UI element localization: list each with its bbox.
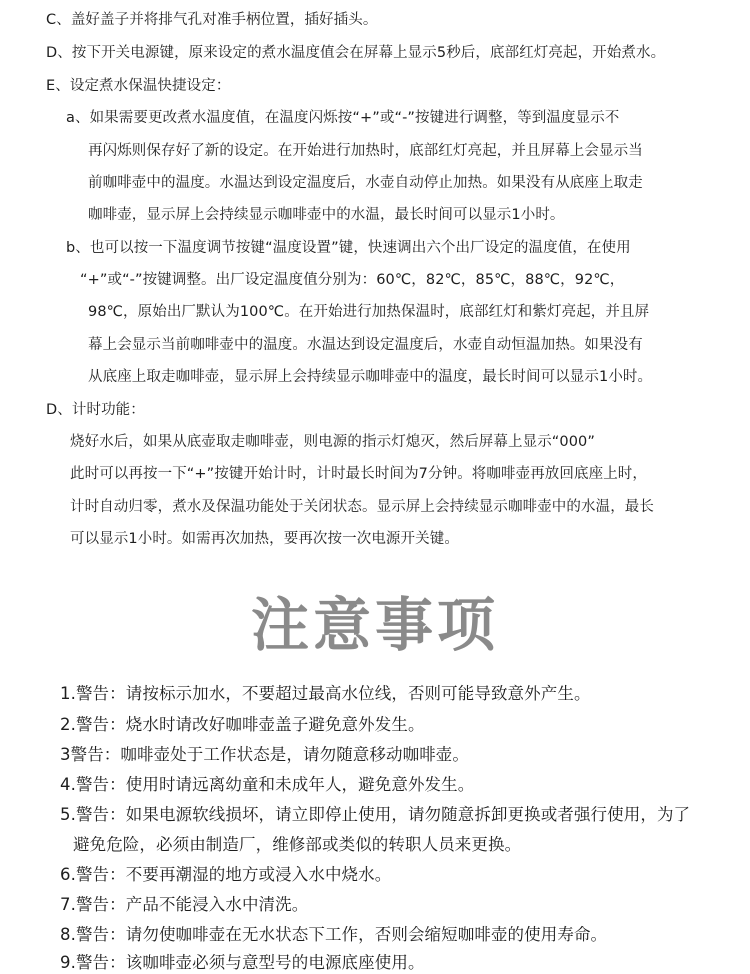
warning-item: 3警告：咖啡壶处于工作状态是，请勿随意移动咖啡壶。: [60, 745, 469, 764]
instruction-line: a、如果需要更改煮水温度值，在温度闪烁按“+”或“-”按键进行调整，等到温度显示不: [66, 110, 620, 126]
warning-item: 7.警告：产品不能浸入水中清洗。: [60, 895, 309, 914]
instruction-line: 前咖啡壶中的温度。水温达到设定温度后，水壶自动停止加热。如果没有从底座上取走: [88, 175, 643, 191]
warning-item: 5.警告：如果电源软线损坏，请立即停止使用，请勿随意拆卸更换或者强行使用，为了: [60, 805, 691, 824]
warning-item: 9.警告：该咖啡壶必须与意型号的电源底座使用。: [60, 953, 425, 972]
warning-item: 4.警告：使用时请远离幼童和未成年人，避免意外发生。: [60, 775, 475, 794]
instruction-line: E、设定煮水保温快捷设定：: [46, 78, 231, 94]
warning-item: 避免危险，必须由制造厂，维修部或类似的转职人员来更换。: [73, 835, 522, 854]
warning-item: 8.警告：请勿使咖啡壶在无水状态下工作，否则会缩短咖啡壶的使用寿命。: [60, 925, 608, 944]
instruction-line: 幕上会显示当前咖啡壶中的温度。水温达到设定温度后，水壶自动恒温加热。如果没有: [88, 337, 643, 353]
warning-item: 6.警告：不要再潮湿的地方或浸入水中烧水。: [60, 865, 392, 884]
instruction-line: 从底座上取走咖啡壶，显示屏上会持续显示咖啡壶中的温度，最长时间可以显示1小时。: [88, 369, 653, 385]
notice-heading: 注意事项: [250, 591, 499, 659]
instruction-line: C、盖好盖子并将排气孔对准手柄位置，插好插头。: [46, 12, 378, 28]
instruction-line: 此时可以再按一下“+”按键开始计时，计时最长时间为7分钟。将咖啡壶再放回底座上时，: [70, 466, 647, 482]
instruction-line: 烧好水后，如果从底壶取走咖啡壶，则电源的指示灯熄灭，然后屏幕上显示“000”: [70, 434, 595, 450]
instruction-line: b、也可以按一下温度调节按键“温度设置”键，快速调出六个出厂设定的温度值，在使用: [66, 240, 631, 256]
instruction-line: 计时自动归零，煮水及保温功能处于关闭状态。显示屏上会持续显示咖啡壶中的水温，最长: [70, 499, 654, 515]
instruction-line: “+”或“-”按键调整。出厂设定温度值分别为：60℃，82℃，85℃，88℃，92℃，: [80, 272, 625, 288]
warning-item: 2.警告：烧水时请改好咖啡壶盖子避免意外发生。: [60, 715, 425, 734]
instruction-line: 可以显示1小时。如需再次加热，要再次按一次电源开关键。: [70, 531, 459, 547]
instruction-line: 再闪烁则保存好了新的设定。在开始进行加热时，底部红灯亮起，并且屏幕上会显示当: [88, 143, 643, 159]
instruction-line: 咖啡壶，显示屏上会持续显示咖啡壶中的水温，最长时间可以显示1小时。: [88, 207, 565, 223]
instruction-line: D、按下开关电源键，原来设定的煮水温度值会在屏幕上显示5秒后，底部红灯亮起，开始煮水。: [46, 45, 666, 61]
instruction-line: D、计时功能：: [46, 402, 145, 418]
instruction-line: 98℃，原始出厂默认为100℃。在开始进行加热保温时，底部红灯和紫灯亮起，并且屏: [88, 304, 650, 320]
warning-item: 1.警告：请按标示加水，不要超过最高水位线，否则可能导致意外产生。: [60, 684, 591, 703]
